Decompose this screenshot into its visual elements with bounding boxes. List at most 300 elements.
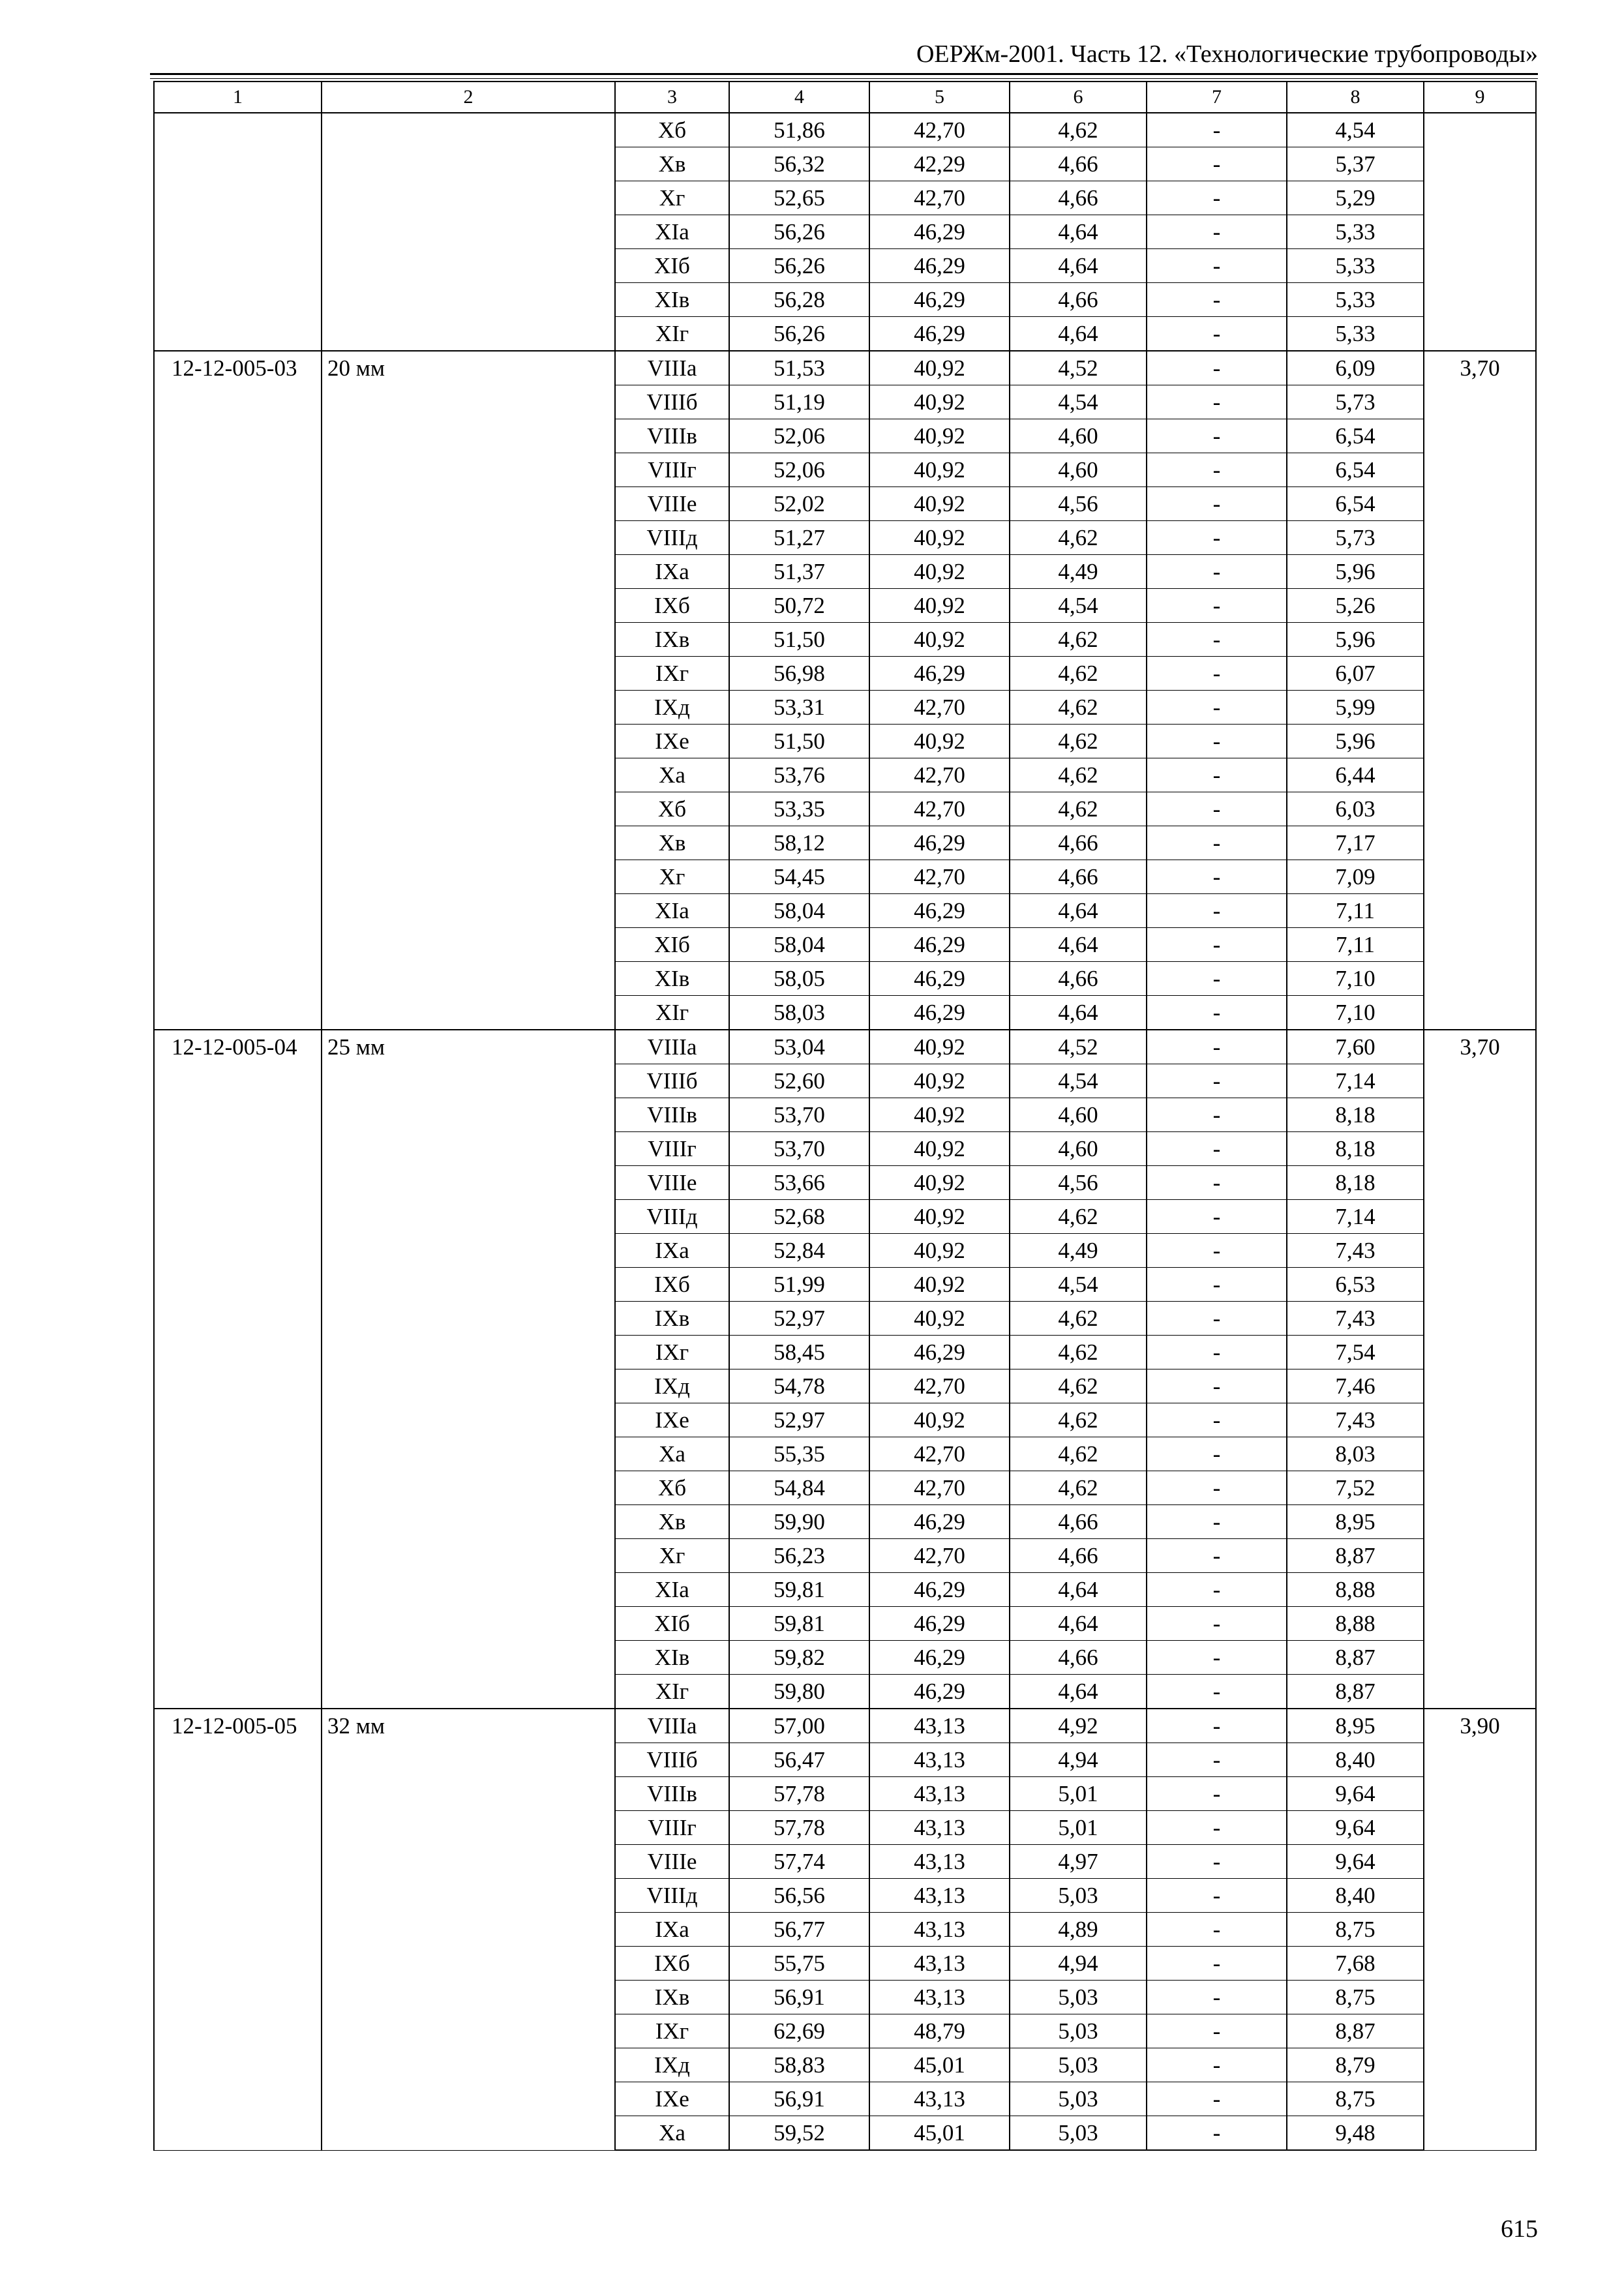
table-cell: VIIIа	[615, 1030, 729, 1064]
table-cell: 51,37	[729, 555, 869, 589]
table-cell: 40,92	[869, 1030, 1010, 1064]
table-cell: 52,02	[729, 487, 869, 521]
table-cell: XIа	[615, 894, 729, 928]
table-cell: 4,64	[1010, 1675, 1147, 1709]
rate-code-cell: 12-12-005-03	[154, 351, 322, 1030]
table-cell: 6,54	[1287, 487, 1424, 521]
table-cell: -	[1147, 487, 1287, 521]
table-cell: 5,96	[1287, 725, 1424, 758]
table-cell: 54,78	[729, 1369, 869, 1403]
table-cell: -	[1147, 928, 1287, 962]
table-cell: 52,06	[729, 419, 869, 453]
table-cell: XIа	[615, 215, 729, 249]
table-cell: VIIIв	[615, 1098, 729, 1132]
table-cell: -	[1147, 860, 1287, 894]
table-cell: -	[1147, 147, 1287, 181]
table-cell: -	[1147, 1098, 1287, 1132]
table-cell: 4,66	[1010, 1539, 1147, 1573]
table-cell: 46,29	[869, 1675, 1010, 1709]
table-cell: -	[1147, 826, 1287, 860]
table-cell: -	[1147, 1777, 1287, 1811]
table-cell: 40,92	[869, 453, 1010, 487]
table-cell: 46,29	[869, 1336, 1010, 1369]
table-cell: -	[1147, 2116, 1287, 2151]
table-cell: 4,60	[1010, 1132, 1147, 1166]
table-cell: 40,92	[869, 1234, 1010, 1268]
table-cell: Xб	[615, 792, 729, 826]
column-9-value-cell: 3,70	[1424, 351, 1536, 1030]
table-cell: -	[1147, 555, 1287, 589]
table-cell: -	[1147, 1573, 1287, 1607]
table-cell: -	[1147, 1369, 1287, 1403]
table-cell: 43,13	[869, 1811, 1010, 1845]
table-cell: 43,13	[869, 2082, 1010, 2116]
table-cell: 4,62	[1010, 657, 1147, 691]
table-cell: XIв	[615, 283, 729, 317]
table-cell: -	[1147, 1607, 1287, 1641]
table-cell: 53,70	[729, 1132, 869, 1166]
table-cell: 40,92	[869, 1132, 1010, 1166]
table-cell: 43,13	[869, 1879, 1010, 1913]
table-cell: 4,60	[1010, 419, 1147, 453]
table-cell: Xб	[615, 113, 729, 147]
table-cell: 46,29	[869, 996, 1010, 1030]
table-cell: 4,52	[1010, 351, 1147, 385]
column-number: 9	[1424, 82, 1536, 113]
table-cell: IXе	[615, 1403, 729, 1437]
table-cell: 59,52	[729, 2116, 869, 2151]
table-cell: 45,01	[869, 2116, 1010, 2151]
table-cell: 53,70	[729, 1098, 869, 1132]
table-cell: -	[1147, 691, 1287, 725]
table-cell: 40,92	[869, 351, 1010, 385]
table-cell: 8,87	[1287, 1539, 1424, 1573]
table-cell: VIIIг	[615, 453, 729, 487]
table-cell: XIв	[615, 962, 729, 996]
rates-table	[153, 81, 1537, 2151]
table-cell: 46,29	[869, 1607, 1010, 1641]
rate-code-cell	[154, 113, 322, 351]
rate-code-cell: 12-12-005-05	[154, 1709, 322, 2150]
table-cell: -	[1147, 1166, 1287, 1200]
table-cell: 8,95	[1287, 1505, 1424, 1539]
table-cell: XIг	[615, 1675, 729, 1709]
table-row	[154, 1030, 1536, 1064]
table-cell: -	[1147, 351, 1287, 385]
table-cell: 54,45	[729, 860, 869, 894]
table-cell: VIIIд	[615, 521, 729, 555]
table-cell: 58,83	[729, 2048, 869, 2082]
column-9-value-cell: 3,70	[1424, 1030, 1536, 1709]
table-cell: 8,18	[1287, 1098, 1424, 1132]
table-cell: 40,92	[869, 385, 1010, 419]
table-cell: 4,62	[1010, 758, 1147, 792]
table-cell: 40,92	[869, 1098, 1010, 1132]
table-cell: 8,88	[1287, 1607, 1424, 1641]
table-cell: 52,84	[729, 1234, 869, 1268]
table-cell: 40,92	[869, 1166, 1010, 1200]
table-cell: 8,40	[1287, 1879, 1424, 1913]
table-cell: 5,33	[1287, 317, 1424, 352]
table-cell: 7,11	[1287, 928, 1424, 962]
table-cell: 8,87	[1287, 1641, 1424, 1675]
table-cell: Xв	[615, 826, 729, 860]
table-cell: VIIIд	[615, 1879, 729, 1913]
table-cell: 46,29	[869, 928, 1010, 962]
table-cell: VIIIа	[615, 1709, 729, 1743]
table-cell: 42,70	[869, 113, 1010, 147]
table-cell: -	[1147, 1539, 1287, 1573]
table-cell: 40,92	[869, 623, 1010, 657]
table-cell: 51,27	[729, 521, 869, 555]
table-cell: 40,92	[869, 1064, 1010, 1098]
table-cell: VIIIб	[615, 385, 729, 419]
table-cell: 42,70	[869, 1539, 1010, 1573]
table-cell: XIг	[615, 317, 729, 352]
table-cell: 5,73	[1287, 521, 1424, 555]
table-cell: 4,66	[1010, 1641, 1147, 1675]
table-cell: 43,13	[869, 1845, 1010, 1879]
table-cell: 4,62	[1010, 1200, 1147, 1234]
table-cell: IXа	[615, 1234, 729, 1268]
table-row	[154, 351, 1536, 385]
table-cell: IXд	[615, 1369, 729, 1403]
table-cell: 8,75	[1287, 2082, 1424, 2116]
rate-name-cell: 25 мм	[322, 1030, 615, 1709]
table-cell: 53,35	[729, 792, 869, 826]
table-cell: 48,79	[869, 2014, 1010, 2048]
table-row	[154, 1709, 1536, 1743]
table-cell: 4,62	[1010, 725, 1147, 758]
table-cell: -	[1147, 1641, 1287, 1675]
table-cell: XIв	[615, 1641, 729, 1675]
table-cell: 4,62	[1010, 623, 1147, 657]
table-cell: -	[1147, 453, 1287, 487]
table-cell: 8,03	[1287, 1437, 1424, 1471]
table-cell: 8,75	[1287, 1913, 1424, 1947]
table-cell: 5,96	[1287, 623, 1424, 657]
table-cell: 4,64	[1010, 317, 1147, 352]
table-cell: IXа	[615, 1913, 729, 1947]
table-cell: -	[1147, 1030, 1287, 1064]
table-cell: 5,03	[1010, 1879, 1147, 1913]
table-cell: -	[1147, 623, 1287, 657]
table-cell: 58,04	[729, 928, 869, 962]
table-cell: 46,29	[869, 1573, 1010, 1607]
table-cell: 4,60	[1010, 1098, 1147, 1132]
table-cell: 4,54	[1287, 113, 1424, 147]
table-cell: -	[1147, 181, 1287, 215]
table-cell: 4,64	[1010, 215, 1147, 249]
table-cell: 42,70	[869, 1437, 1010, 1471]
table-cell: 42,70	[869, 181, 1010, 215]
table-cell: 46,29	[869, 962, 1010, 996]
table-cell: 4,62	[1010, 1336, 1147, 1369]
table-cell: 9,64	[1287, 1777, 1424, 1811]
table-cell: 7,11	[1287, 894, 1424, 928]
table-cell: 7,43	[1287, 1302, 1424, 1336]
table-cell: 5,33	[1287, 283, 1424, 317]
table-cell: 4,62	[1010, 1369, 1147, 1403]
table-cell: 43,13	[869, 1981, 1010, 2014]
table-cell: 52,97	[729, 1302, 869, 1336]
table-cell: 6,53	[1287, 1268, 1424, 1302]
table-cell: 50,72	[729, 589, 869, 623]
table-cell: IXг	[615, 657, 729, 691]
table-cell: 57,00	[729, 1709, 869, 1743]
table-cell: 4,54	[1010, 589, 1147, 623]
table-cell: 54,84	[729, 1471, 869, 1505]
table-cell: VIIIе	[615, 1845, 729, 1879]
table-cell: 8,40	[1287, 1743, 1424, 1777]
table-cell: -	[1147, 1743, 1287, 1777]
table-cell: 8,87	[1287, 2014, 1424, 2048]
table-cell: VIIIе	[615, 1166, 729, 1200]
table-cell: XIб	[615, 928, 729, 962]
table-cell: 62,69	[729, 2014, 869, 2048]
table-cell: 4,64	[1010, 996, 1147, 1030]
table-cell: IXб	[615, 1947, 729, 1981]
table-cell: 58,03	[729, 996, 869, 1030]
table-cell: -	[1147, 385, 1287, 419]
table-cell: -	[1147, 1437, 1287, 1471]
table-cell: 5,33	[1287, 249, 1424, 283]
table-cell: 9,64	[1287, 1845, 1424, 1879]
table-cell: 40,92	[869, 1200, 1010, 1234]
table-cell: IXб	[615, 1268, 729, 1302]
table-cell: 4,64	[1010, 249, 1147, 283]
table-cell: Xг	[615, 181, 729, 215]
table-cell: VIIIд	[615, 1200, 729, 1234]
table-cell: 5,01	[1010, 1777, 1147, 1811]
table-cell: 8,18	[1287, 1132, 1424, 1166]
table-cell: 4,62	[1010, 1403, 1147, 1437]
table-cell: 56,26	[729, 317, 869, 352]
table-cell: 46,29	[869, 826, 1010, 860]
column-9-value-cell: 3,90	[1424, 1709, 1536, 2150]
table-cell: 7,14	[1287, 1064, 1424, 1098]
table-cell: 56,26	[729, 249, 869, 283]
table-cell: 4,62	[1010, 1437, 1147, 1471]
table-cell: 7,52	[1287, 1471, 1424, 1505]
table-cell: 59,80	[729, 1675, 869, 1709]
table-cell: 57,78	[729, 1777, 869, 1811]
table-cell: 57,78	[729, 1811, 869, 1845]
table-cell: 5,03	[1010, 2082, 1147, 2116]
table-cell: 51,50	[729, 623, 869, 657]
table-cell: -	[1147, 996, 1287, 1030]
table-cell: 42,70	[869, 860, 1010, 894]
table-cell: 57,74	[729, 1845, 869, 1879]
table-cell: -	[1147, 419, 1287, 453]
table-cell: 7,60	[1287, 1030, 1424, 1064]
table-cell: Xб	[615, 1471, 729, 1505]
table-cell: 45,01	[869, 2048, 1010, 2082]
table-cell: 42,70	[869, 1369, 1010, 1403]
table-cell: 4,54	[1010, 385, 1147, 419]
rate-name-cell: 32 мм	[322, 1709, 615, 2150]
table-cell: IXв	[615, 1302, 729, 1336]
table-cell: 4,64	[1010, 894, 1147, 928]
table-cell: VIIIб	[615, 1743, 729, 1777]
table-cell: IXб	[615, 589, 729, 623]
table-cell: 53,04	[729, 1030, 869, 1064]
table-cell: 59,81	[729, 1573, 869, 1607]
table-cell: 7,68	[1287, 1947, 1424, 1981]
table-cell: VIIIг	[615, 1811, 729, 1845]
column-number: 7	[1147, 82, 1287, 113]
table-cell: -	[1147, 1336, 1287, 1369]
rate-name-cell	[322, 113, 615, 351]
table-cell: VIIIе	[615, 487, 729, 521]
table-cell: 4,66	[1010, 147, 1147, 181]
table-cell: -	[1147, 283, 1287, 317]
table-cell: 46,29	[869, 283, 1010, 317]
table-cell: -	[1147, 657, 1287, 691]
page-number: 615	[1501, 2215, 1538, 2243]
table-cell: 4,92	[1010, 1709, 1147, 1743]
table-cell: 5,29	[1287, 181, 1424, 215]
table-cell: 40,92	[869, 555, 1010, 589]
table-cell: 8,87	[1287, 1675, 1424, 1709]
table-cell: IXг	[615, 1336, 729, 1369]
table-cell: 5,03	[1010, 1981, 1147, 2014]
table-cell: VIIIа	[615, 351, 729, 385]
table-cell: 56,91	[729, 1981, 869, 2014]
table-cell: 6,07	[1287, 657, 1424, 691]
table-cell: 7,54	[1287, 1336, 1424, 1369]
table-cell: 43,13	[869, 1913, 1010, 1947]
table-cell: 52,65	[729, 181, 869, 215]
table-cell: 6,54	[1287, 453, 1424, 487]
table-cell: VIIIв	[615, 1777, 729, 1811]
table-cell: -	[1147, 1879, 1287, 1913]
table-cell: 4,52	[1010, 1030, 1147, 1064]
table-cell: 56,47	[729, 1743, 869, 1777]
table-cell: 5,03	[1010, 2014, 1147, 2048]
table-cell: 4,66	[1010, 1505, 1147, 1539]
table-cell: 56,98	[729, 657, 869, 691]
table-cell: 51,50	[729, 725, 869, 758]
table-cell: 51,19	[729, 385, 869, 419]
table-cell: 4,97	[1010, 1845, 1147, 1879]
table-cell: -	[1147, 1234, 1287, 1268]
table-cell: -	[1147, 1064, 1287, 1098]
table-cell: 4,60	[1010, 453, 1147, 487]
table-cell: 40,92	[869, 725, 1010, 758]
table-cell: 43,13	[869, 1947, 1010, 1981]
table-cell: 53,31	[729, 691, 869, 725]
table-cell: 43,13	[869, 1777, 1010, 1811]
table-cell: 43,13	[869, 1709, 1010, 1743]
table-cell: IXд	[615, 2048, 729, 2082]
table-cell: 5,99	[1287, 691, 1424, 725]
column-number: 8	[1287, 82, 1424, 113]
table-cell: 4,62	[1010, 113, 1147, 147]
table-cell: XIг	[615, 996, 729, 1030]
table-cell: -	[1147, 317, 1287, 352]
table-cell: 59,82	[729, 1641, 869, 1675]
table-cell: 4,66	[1010, 181, 1147, 215]
table-cell: 7,43	[1287, 1403, 1424, 1437]
table-cell: 56,91	[729, 2082, 869, 2116]
column-number: 6	[1010, 82, 1147, 113]
table-cell: 40,92	[869, 521, 1010, 555]
table-cell: -	[1147, 758, 1287, 792]
table-cell: IXд	[615, 691, 729, 725]
table-cell: -	[1147, 1132, 1287, 1166]
table-cell: 51,99	[729, 1268, 869, 1302]
table-cell: 52,06	[729, 453, 869, 487]
table-cell: -	[1147, 792, 1287, 826]
table-cell: 7,17	[1287, 826, 1424, 860]
table-cell: 4,66	[1010, 826, 1147, 860]
table-cell: 42,70	[869, 691, 1010, 725]
table-cell: 40,92	[869, 1302, 1010, 1336]
table-cell: 46,29	[869, 1641, 1010, 1675]
table-cell: 40,92	[869, 1268, 1010, 1302]
table-cell: 46,29	[869, 215, 1010, 249]
column-number: 1	[154, 82, 322, 113]
table-cell: -	[1147, 1913, 1287, 1947]
table-cell: 46,29	[869, 1505, 1010, 1539]
table-cell: IXв	[615, 623, 729, 657]
table-cell: -	[1147, 1709, 1287, 1743]
table-cell: -	[1147, 2082, 1287, 2116]
table-cell: 42,70	[869, 1471, 1010, 1505]
table-cell: 6,44	[1287, 758, 1424, 792]
table-cell: 5,01	[1010, 1811, 1147, 1845]
table-cell: IXг	[615, 2014, 729, 2048]
table-cell: 53,76	[729, 758, 869, 792]
table-cell: VIIIб	[615, 1064, 729, 1098]
table-cell: 4,62	[1010, 521, 1147, 555]
table-cell: 8,18	[1287, 1166, 1424, 1200]
table-cell: IXа	[615, 555, 729, 589]
table-cell: 6,54	[1287, 419, 1424, 453]
table-cell: 4,66	[1010, 962, 1147, 996]
table-cell: -	[1147, 1200, 1287, 1234]
table-cell: 46,29	[869, 894, 1010, 928]
table-cell: -	[1147, 894, 1287, 928]
table-cell: 4,49	[1010, 555, 1147, 589]
column-number-row	[154, 82, 1536, 113]
table-cell: -	[1147, 1403, 1287, 1437]
table-cell: 5,03	[1010, 2048, 1147, 2082]
rate-code-cell: 12-12-005-04	[154, 1030, 322, 1709]
table-cell: Xв	[615, 147, 729, 181]
table-cell: 4,62	[1010, 1471, 1147, 1505]
table-cell: Xг	[615, 1539, 729, 1573]
table-cell: 46,29	[869, 317, 1010, 352]
table-cell: -	[1147, 1947, 1287, 1981]
table-cell: 58,12	[729, 826, 869, 860]
table-cell: -	[1147, 1981, 1287, 2014]
table-cell: 56,32	[729, 147, 869, 181]
table-body	[154, 82, 1536, 2150]
column-number: 5	[869, 82, 1010, 113]
table-cell: 56,28	[729, 283, 869, 317]
table-cell: Xа	[615, 758, 729, 792]
table-cell: 7,46	[1287, 1369, 1424, 1403]
table-cell: 55,35	[729, 1437, 869, 1471]
table-cell: IXв	[615, 1981, 729, 2014]
table-cell: 7,43	[1287, 1234, 1424, 1268]
table-cell: 8,88	[1287, 1573, 1424, 1607]
table-cell: 58,04	[729, 894, 869, 928]
table-cell: -	[1147, 725, 1287, 758]
table-cell: 4,66	[1010, 860, 1147, 894]
